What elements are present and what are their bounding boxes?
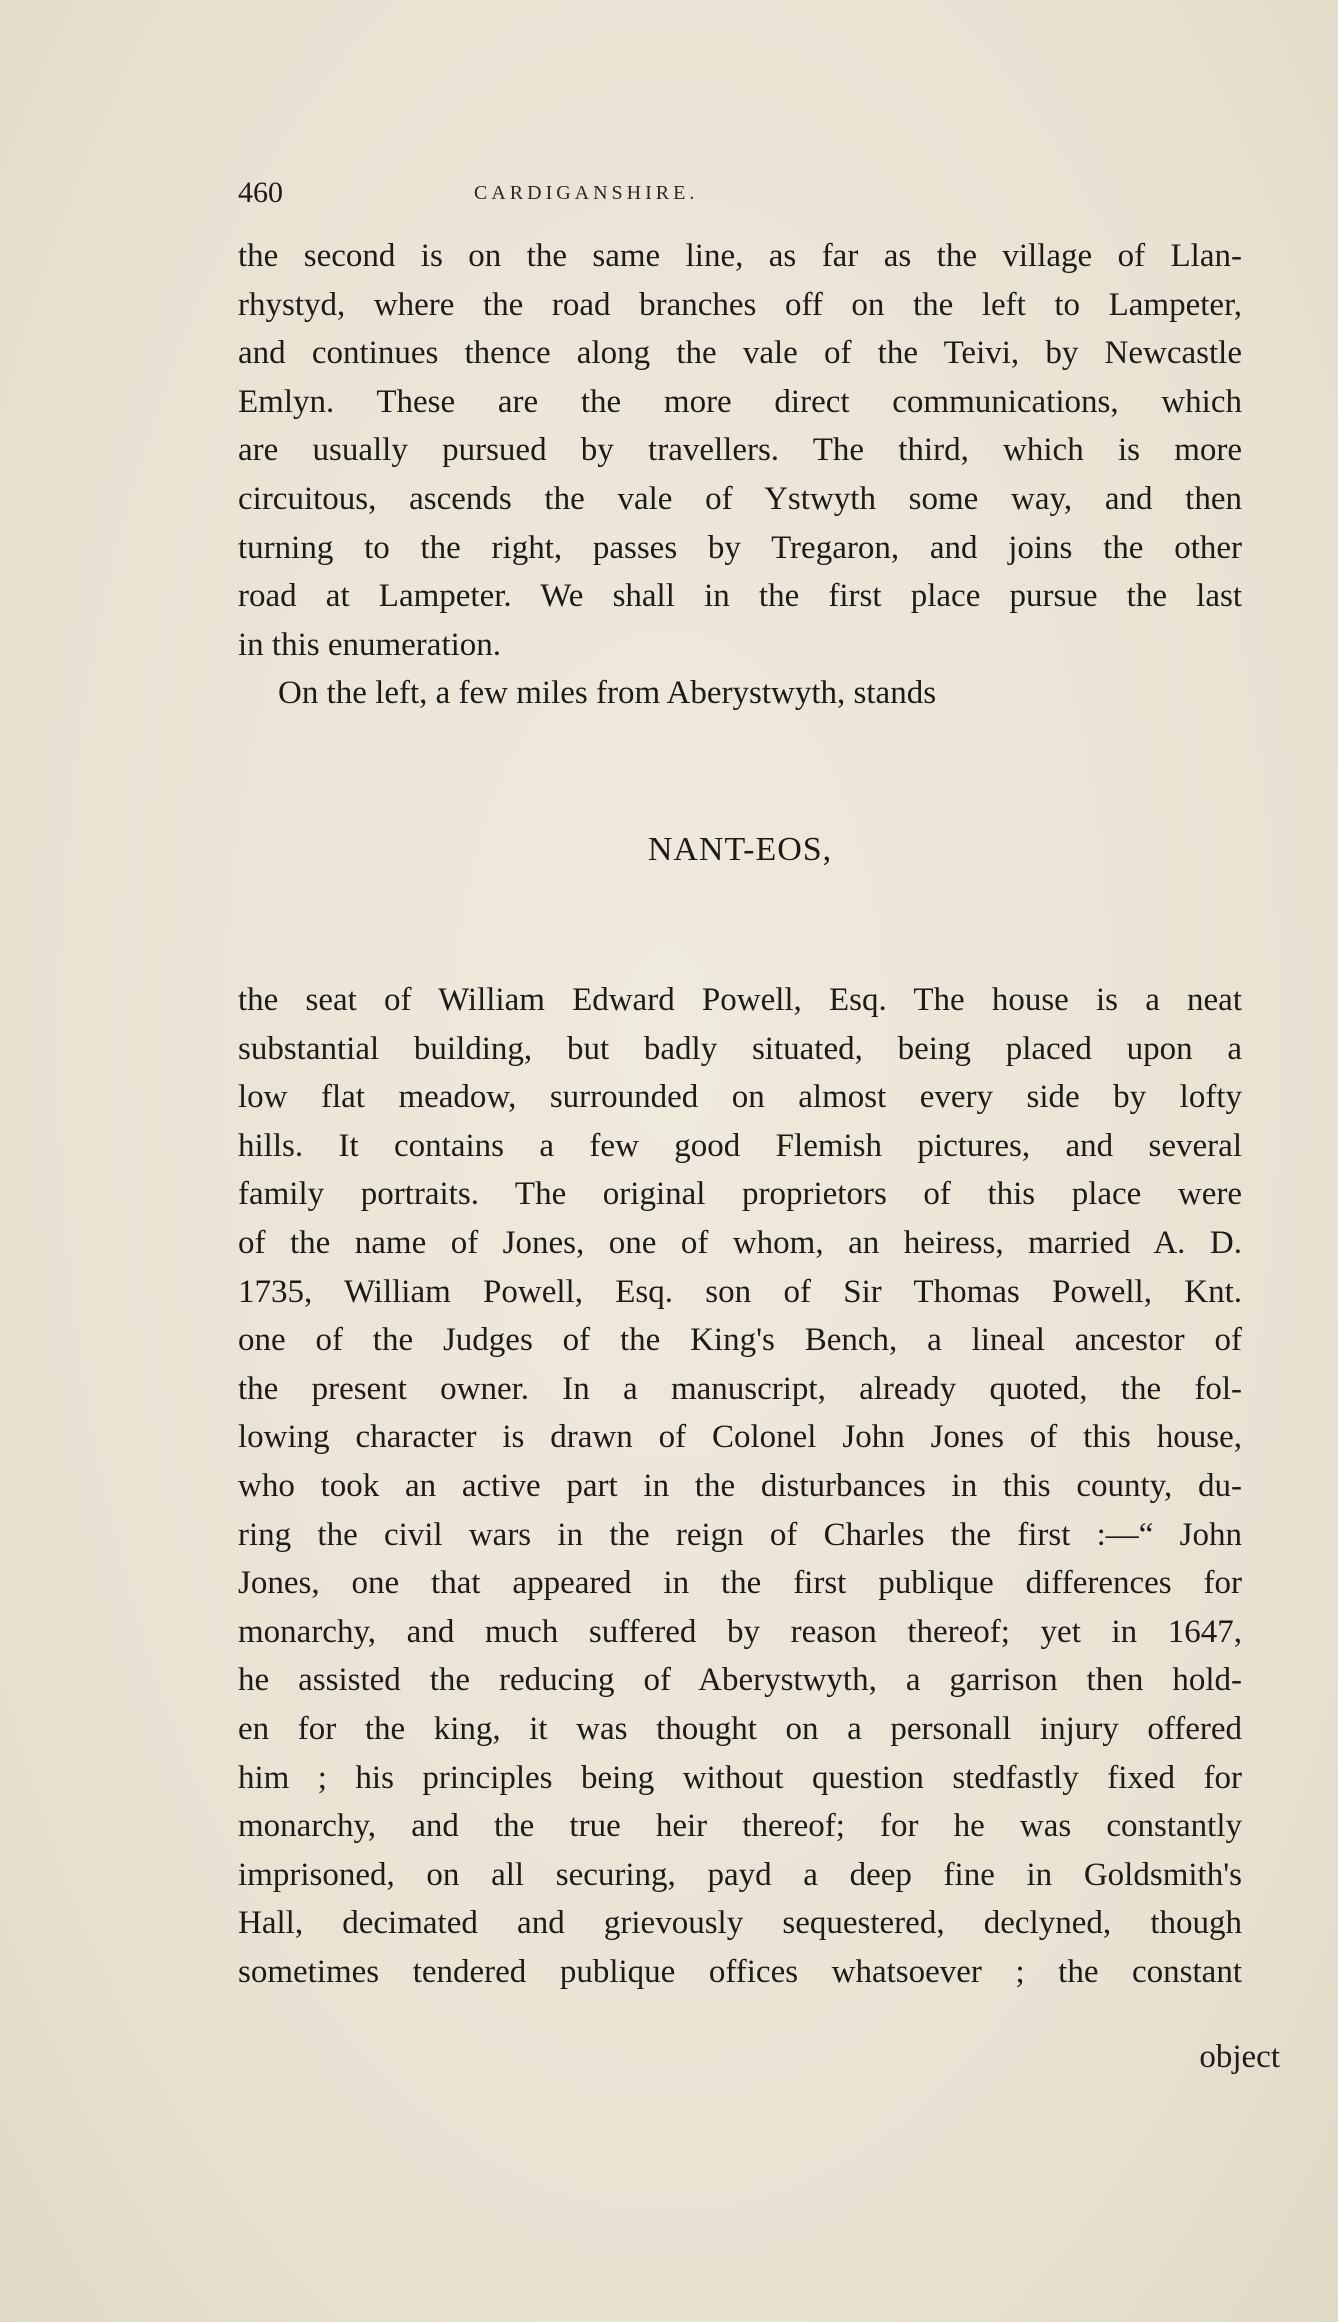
- text-line: turning to the right, passes by Tregaron, and joins the other: [238, 529, 1242, 566]
- catchword: object: [1199, 2039, 1280, 2075]
- text-line: monarchy, and the true heir thereof; for he was constantly: [238, 1808, 1242, 1845]
- text-line: in this enumeration.: [238, 626, 502, 663]
- section-heading: NANT-EOS,: [647, 831, 833, 868]
- text-line: and continues thence along the vale of the Teivi, by Newcastle: [238, 335, 1242, 372]
- text-line: the seat of William Edward Powell, Esq. The house is a neat: [238, 982, 1242, 1018]
- running-head: CARDIGANSHIRE.: [474, 182, 699, 204]
- text-line: rhystyd, where the road branches off on the left to Lampeter,: [238, 286, 1242, 323]
- page-number: 460: [238, 176, 283, 209]
- text-line: he assisted the reducing of Aberystwyth, a garrison then hold-: [238, 1662, 1242, 1699]
- page-header: [238, 176, 1078, 216]
- text-line: the second is on the same line, as far as the village of Llan-: [238, 238, 1242, 274]
- text-line: ring the civil wars in the reign of Charles the first :—“ John: [238, 1516, 1242, 1553]
- nant-eos-paragraph: [238, 976, 1242, 1996]
- text-line: Jones, one that appeared in the first publique differences for: [238, 1565, 1242, 1602]
- text-line: substantial building, but badly situated, being placed upon a: [238, 1030, 1242, 1067]
- text-line: Emlyn. These are the more direct communications, which: [238, 383, 1242, 420]
- intro-line: On the left, a few miles from Aberystwyth, stands: [278, 675, 937, 712]
- text-line: sometimes tendered publique offices whatsoever ; the constant: [238, 1953, 1242, 1990]
- text-line: monarchy, and much suffered by reason thereof; yet in 1647,: [238, 1613, 1242, 1650]
- text-line: lowing character is drawn of Colonel John Jones of this house,: [238, 1419, 1242, 1456]
- text-line: low flat meadow, surrounded on almost every side by lofty: [238, 1079, 1242, 1116]
- text-line: one of the Judges of the King's Bench, a lineal ancestor of: [238, 1322, 1242, 1359]
- text-line: hills. It contains a few good Flemish pictures, and several: [238, 1127, 1242, 1164]
- text-line: family portraits. The original proprietors of this place were: [238, 1176, 1242, 1213]
- text-line: of the name of Jones, one of whom, an heiress, married A. D.: [238, 1224, 1242, 1261]
- text-line: who took an active part in the disturbances in this county, du-: [238, 1467, 1242, 1504]
- text-line: 1735, William Powell, Esq. son of Sir Thomas Powell, Knt.: [238, 1273, 1242, 1310]
- text-line: Hall, decimated and grievously sequestered, declyned, though: [238, 1905, 1242, 1942]
- text-line: are usually pursued by travellers. The third, which is more: [238, 432, 1242, 469]
- text-line: en for the king, it was thought on a personall injury offered: [238, 1710, 1242, 1747]
- opening-paragraph: [238, 232, 1242, 718]
- text-line: the present owner. In a manuscript, already quoted, the fol-: [238, 1370, 1242, 1407]
- text-line: circuitous, ascends the vale of Ystwyth some way, and then: [238, 480, 1242, 517]
- text-line: road at Lampeter. We shall in the first place pursue the last: [238, 578, 1242, 615]
- text-line: imprisoned, on all securing, payd a deep fine in Goldsmith's: [238, 1856, 1242, 1893]
- text-line: him ; his principles being without question stedfastly fixed for: [238, 1759, 1242, 1796]
